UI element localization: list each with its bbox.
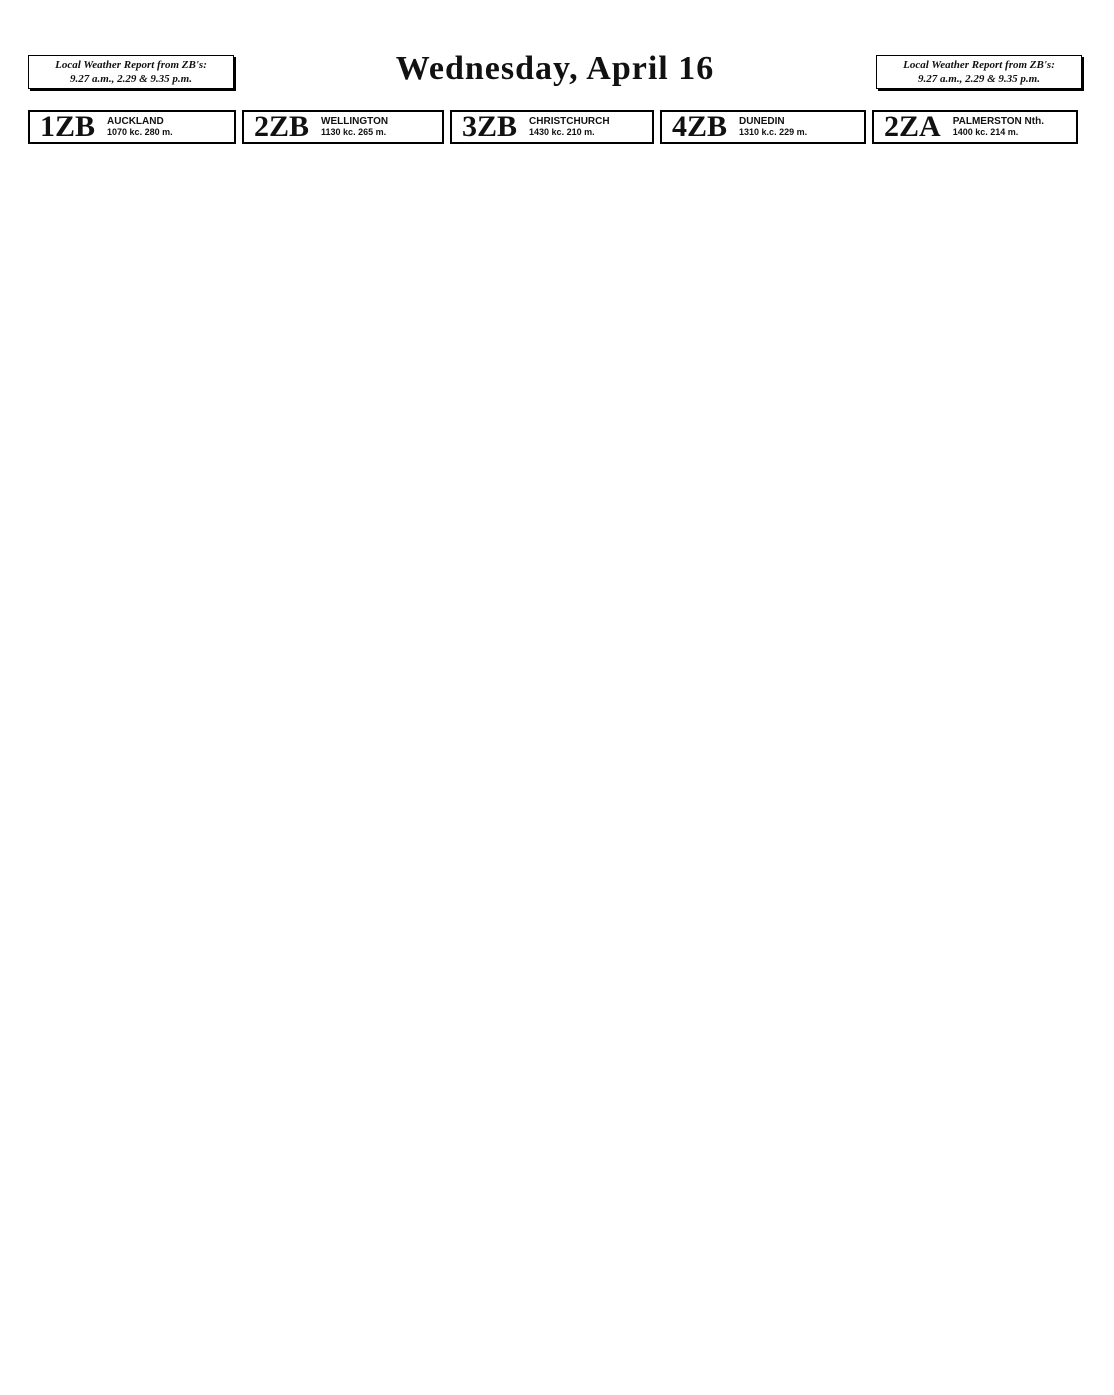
station-city: WELLINGTON bbox=[321, 116, 389, 127]
weather-left-line2: 9.27 a.m., 2.29 & 9.35 p.m. bbox=[70, 73, 192, 85]
station-call: 2ZB bbox=[254, 110, 310, 143]
station-call: 2ZA bbox=[884, 110, 941, 143]
station-call: 3ZB bbox=[462, 110, 518, 143]
station-m: 229 m. bbox=[779, 127, 808, 137]
station-city: AUCKLAND bbox=[107, 116, 164, 127]
weather-box-right bbox=[876, 55, 1082, 89]
station-kc: 1400 kc. bbox=[952, 127, 988, 137]
station-header-4zb bbox=[660, 110, 866, 144]
station-m: 280 m. bbox=[144, 127, 173, 137]
station-header-1zb bbox=[28, 110, 236, 144]
station-kc: 1070 kc. bbox=[107, 127, 143, 137]
station-m: 210 m. bbox=[566, 127, 595, 137]
weather-right-line1: Local Weather Report from ZB's: bbox=[903, 59, 1055, 71]
station-kc: 1130 kc. bbox=[321, 127, 356, 137]
station-kc: 1310 k.c. bbox=[739, 127, 777, 137]
station-m: 265 m. bbox=[358, 127, 387, 137]
weather-left-line1: Local Weather Report from ZB's: bbox=[55, 59, 207, 71]
station-call: 4ZB bbox=[672, 110, 728, 143]
station-m: 214 m. bbox=[990, 127, 1019, 137]
station-city: PALMERSTON Nth. bbox=[952, 116, 1044, 127]
weather-right-line2: 9.27 a.m., 2.29 & 9.35 p.m. bbox=[918, 73, 1040, 85]
station-header-2za bbox=[872, 110, 1078, 144]
weather-box-left bbox=[28, 55, 234, 89]
station-kc: 1430 kc. bbox=[529, 127, 565, 137]
station-header-2zb bbox=[242, 110, 444, 144]
page-title: Wednesday, April 16 bbox=[395, 50, 715, 87]
station-header-3zb bbox=[450, 110, 654, 144]
station-call: 1ZB bbox=[40, 110, 96, 143]
station-city: DUNEDIN bbox=[739, 116, 785, 127]
station-city: CHRISTCHURCH bbox=[529, 116, 610, 127]
